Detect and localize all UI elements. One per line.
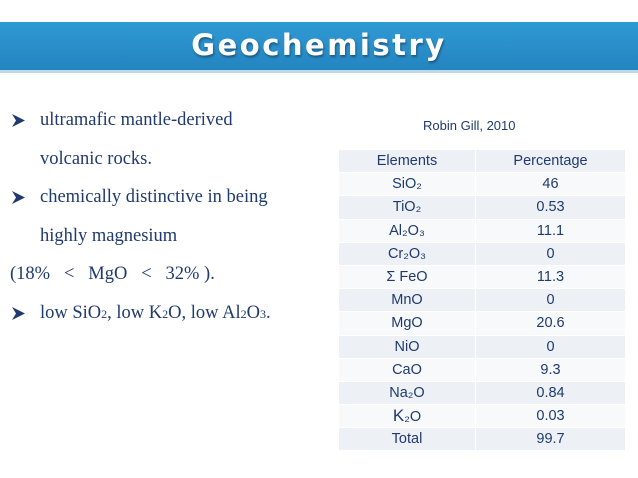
bullet-text: low SiO xyxy=(40,302,102,323)
bullet-continuation xyxy=(10,217,328,256)
value-cell: 46 xyxy=(476,173,626,196)
arrow-bullet-icon xyxy=(12,191,25,204)
table-row xyxy=(339,242,626,265)
table-row xyxy=(339,196,626,219)
table-row xyxy=(339,358,626,381)
table-row xyxy=(339,173,626,196)
value-cell: 0.53 xyxy=(476,196,626,219)
element-cell: Na₂O xyxy=(339,381,476,404)
element-cell: Al₂O₃ xyxy=(339,219,476,242)
arrow-bullet-icon xyxy=(12,114,25,127)
bullet-item xyxy=(10,294,328,334)
bullet-list xyxy=(10,101,328,333)
value-cell: 0.84 xyxy=(476,381,626,404)
slide-title: Geochemistry xyxy=(191,28,447,62)
bullet-text: chemically distinctive in being xyxy=(40,187,268,207)
element-cell xyxy=(339,405,476,428)
element-cell: MnO xyxy=(339,289,476,312)
value-cell: 0 xyxy=(476,335,626,358)
bullet-text: O, low Al xyxy=(168,302,241,323)
table-row xyxy=(339,312,626,335)
subscript: 2 xyxy=(101,306,108,321)
element-symbol: K xyxy=(392,406,405,426)
bullet-item xyxy=(10,178,328,217)
element-cell: Σ FeO xyxy=(339,265,476,288)
title-bar xyxy=(0,22,638,70)
value-cell: 20.6 xyxy=(476,312,626,335)
table-header-row xyxy=(339,150,626,173)
composition-table xyxy=(339,150,626,451)
subscript: 2 xyxy=(240,306,247,321)
column-header: Percentage xyxy=(476,150,626,173)
value-cell: 0.03 xyxy=(476,405,626,428)
element-cell: MgO xyxy=(339,312,476,335)
element-cell: CaO xyxy=(339,358,476,381)
bullet-text: O xyxy=(246,302,261,323)
bullet-text: . xyxy=(266,302,271,323)
element-cell: TiO₂ xyxy=(339,196,476,219)
bullet-text: highly magnesium xyxy=(40,225,178,246)
bullet-item xyxy=(10,101,328,140)
value-cell: 11.1 xyxy=(476,219,626,242)
value-cell: 9.3 xyxy=(476,358,626,381)
element-formula: ₂O xyxy=(404,409,422,426)
bullet-text: ultramafic mantle-derived xyxy=(40,110,233,130)
element-cell: Total xyxy=(339,428,476,451)
citation: Robin Gill, 2010 xyxy=(423,118,516,133)
range-text: (18% < MgO < 32% ). xyxy=(10,264,215,284)
value-cell: 11.3 xyxy=(476,265,626,288)
subscript: 2 xyxy=(162,306,169,321)
element-cell: NiO xyxy=(339,335,476,358)
value-cell: 0 xyxy=(476,242,626,265)
table-row xyxy=(339,405,626,428)
table-row xyxy=(339,428,626,451)
subscript: 3 xyxy=(260,306,267,321)
table-row xyxy=(339,265,626,288)
arrow-bullet-icon xyxy=(12,307,25,320)
value-cell: 99.7 xyxy=(476,428,626,451)
bullet-continuation xyxy=(10,140,328,179)
table-row xyxy=(339,335,626,358)
element-cell: Cr₂O₃ xyxy=(339,242,476,265)
bullet-text: , low K xyxy=(107,302,163,323)
bullet-text: volcanic rocks. xyxy=(40,148,152,169)
mgo-range-text xyxy=(10,255,328,294)
table-row xyxy=(339,381,626,404)
value-cell: 0 xyxy=(476,289,626,312)
table-row xyxy=(339,289,626,312)
element-cell: SiO₂ xyxy=(339,173,476,196)
table-row xyxy=(339,219,626,242)
column-header: Elements xyxy=(339,150,476,173)
